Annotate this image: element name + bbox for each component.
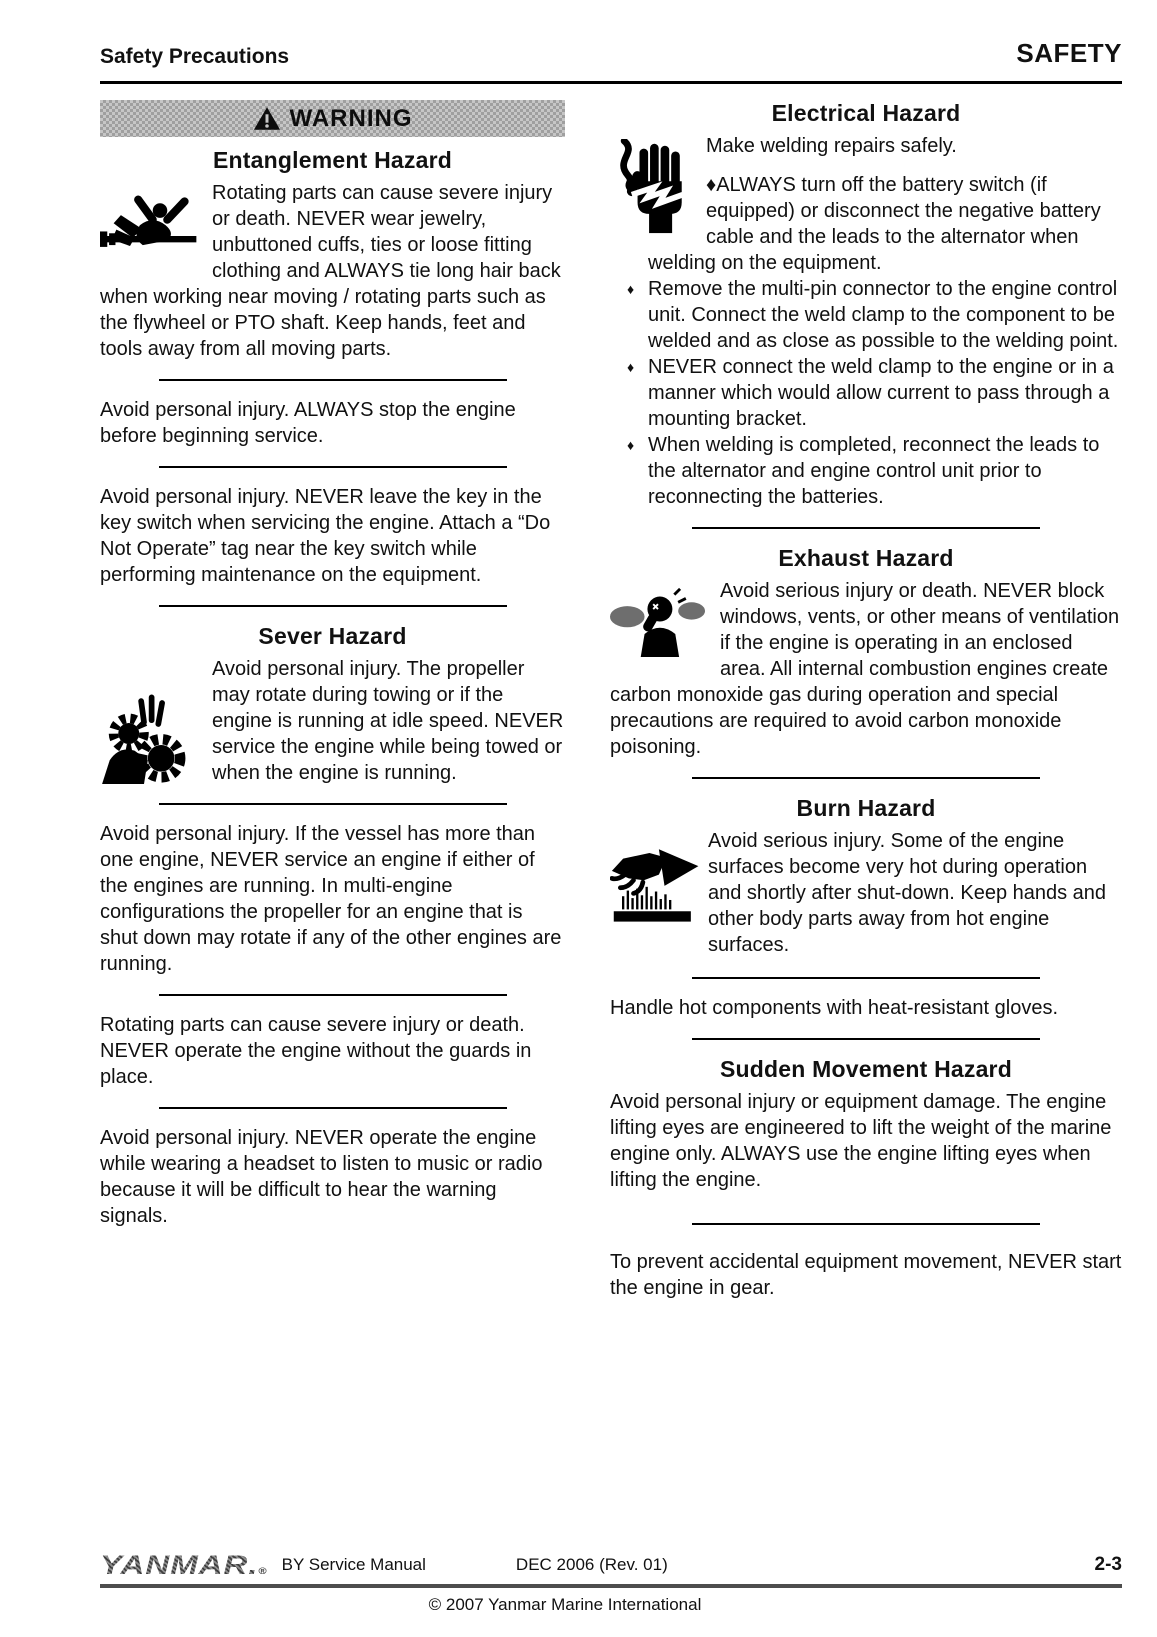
diamond-bullet-icon: ♦ xyxy=(627,359,635,375)
revision-label: DEC 2006 (Rev. 01) xyxy=(515,1555,668,1574)
yanmar-logo-text: YANMAR. xyxy=(100,1549,259,1580)
burn-section xyxy=(610,828,1122,960)
exhaust-hazard-title: Exhaust Hazard xyxy=(778,545,954,571)
warning-triangle-icon xyxy=(253,106,281,131)
sever-section xyxy=(100,656,565,786)
bullet-text: When welding is completed, reconnect the leads to the alternator and engine control unit prior to reconnecting the batteries. xyxy=(648,434,1100,508)
page-header xyxy=(100,38,1122,84)
electrical-bullet-list xyxy=(610,276,1122,510)
header-chapter-title: SAFETY xyxy=(1016,38,1122,68)
divider xyxy=(692,527,1040,529)
copyright-text: © 2007 Yanmar Marine International xyxy=(428,1595,702,1614)
divider xyxy=(692,977,1040,979)
left-column xyxy=(100,100,565,1301)
entanglement-section xyxy=(100,180,565,362)
electrical-intro: Make welding repairs safely. xyxy=(706,135,957,157)
safety-note-headset: Avoid personal injury. NEVER operate the engine while wearing a headset to listen to music or radio because it will be difficult to hear the warning signals. xyxy=(100,1127,543,1227)
warning-banner xyxy=(100,100,565,137)
list-item xyxy=(627,276,1122,354)
bullet-text: Remove the multi-pin connector to the engine control unit. Connect the weld clamp to the component to be welded and as close as possible to the welding point. xyxy=(648,278,1119,352)
safety-note-guards: Rotating parts can cause severe injury or death. NEVER operate the engine without the guards in place. xyxy=(100,1014,532,1088)
divider xyxy=(159,466,507,468)
sudden-movement-body: Avoid personal injury or equipment damage. The engine lifting eyes are engineered to lift the weight of the marine engine only. ALWAYS use the engine lifting eyes when lifting the engine. xyxy=(610,1091,1112,1191)
yanmar-logo xyxy=(100,1551,268,1578)
burn-hazard-title: Burn Hazard xyxy=(796,795,936,821)
registered-mark-icon: ® xyxy=(258,1566,268,1577)
sever-body: Avoid personal injury. The propeller may rotate during towing or if the engine is running at idle speed. NEVER service the engine while being towed or when the engine is running. xyxy=(212,658,564,784)
diamond-bullet-icon: ♦ xyxy=(627,281,635,297)
divider xyxy=(159,803,507,805)
burn-body: Avoid serious injury. Some of the engine surfaces become very hot during operation and shortly after shut-down. Keep hands and other body parts away from hot engine surfaces. xyxy=(708,830,1107,956)
divider xyxy=(159,605,507,607)
list-item xyxy=(627,432,1122,510)
divider xyxy=(692,1223,1040,1225)
exhaust-section xyxy=(610,578,1122,760)
page-number: 2-3 xyxy=(1094,1554,1122,1575)
list-item xyxy=(627,354,1122,432)
warning-banner-label: WARNING xyxy=(289,104,413,132)
sudden-movement-hazard-title: Sudden Movement Hazard xyxy=(720,1056,1012,1082)
divider xyxy=(159,1107,507,1109)
sever-icon xyxy=(100,684,188,784)
electrical-first-bullet: ♦ALWAYS turn off the battery switch (if equipped) or disconnect the negative battery cable and the leads to the alternator when welding on the equipment. xyxy=(648,174,1101,274)
entanglement-icon xyxy=(100,190,200,262)
electrical-section xyxy=(610,133,1122,276)
divider xyxy=(159,379,507,381)
manual-label: BY Service Manual xyxy=(281,1555,426,1574)
burn-icon xyxy=(610,842,704,926)
footer-row xyxy=(100,1545,1122,1578)
sever-hazard-title: Sever Hazard xyxy=(258,623,407,649)
exhaust-icon xyxy=(610,584,706,659)
safety-note-multi-engine: Avoid personal injury. If the vessel has more than one engine, NEVER service an engine if either of the engines are running. In multi-engine configurations the propeller for an engine that is shut down may rotate if any of the other engines are running. xyxy=(100,823,562,975)
safety-note-gear: To prevent accidental equipment movement, NEVER start the engine in gear. xyxy=(610,1251,1122,1299)
safety-note-stop-engine: Avoid personal injury. ALWAYS stop the engine before beginning service. xyxy=(100,399,516,447)
diamond-bullet-icon: ♦ xyxy=(627,437,635,453)
header-section-title: Safety Precautions xyxy=(100,45,290,68)
safety-note-gloves: Handle hot components with heat-resistant gloves. xyxy=(610,997,1059,1019)
divider xyxy=(159,994,507,996)
divider xyxy=(692,1038,1040,1040)
divider xyxy=(692,777,1040,779)
content-area xyxy=(100,100,1122,1301)
footer-divider xyxy=(100,1584,1122,1588)
page-footer xyxy=(100,1545,1122,1615)
entanglement-body: Rotating parts can cause severe injury or death. NEVER wear jewelry, unbuttoned cuffs, ties or loose fitting clothing and ALWAYS tie long hair back when working near moving / rotating parts such as the flywheel or PTO shaft. Keep hands, feet and tools away from all moving parts. xyxy=(100,182,561,360)
exhaust-body: Avoid serious injury or death. NEVER block windows, vents, or other means of ventilation if the engine is operating in an enclosed area. All internal combustion engines create carbon monoxide gas during operation and special precautions are required to avoid carbon monoxide poisoning. xyxy=(610,580,1120,758)
safety-note-key-switch: Avoid personal injury. NEVER leave the key in the key switch when servicing the engine. Attach a “Do Not Operate” tag near the key switch while performing maintenance on the equipment. xyxy=(100,486,551,586)
electrical-shock-icon xyxy=(610,139,692,235)
right-column xyxy=(610,100,1122,1301)
entanglement-hazard-title: Entanglement Hazard xyxy=(213,147,452,173)
electrical-hazard-title: Electrical Hazard xyxy=(771,100,961,126)
bullet-text: NEVER connect the weld clamp to the engine or in a manner which would allow current to pass through a mounting bracket. xyxy=(648,356,1114,430)
